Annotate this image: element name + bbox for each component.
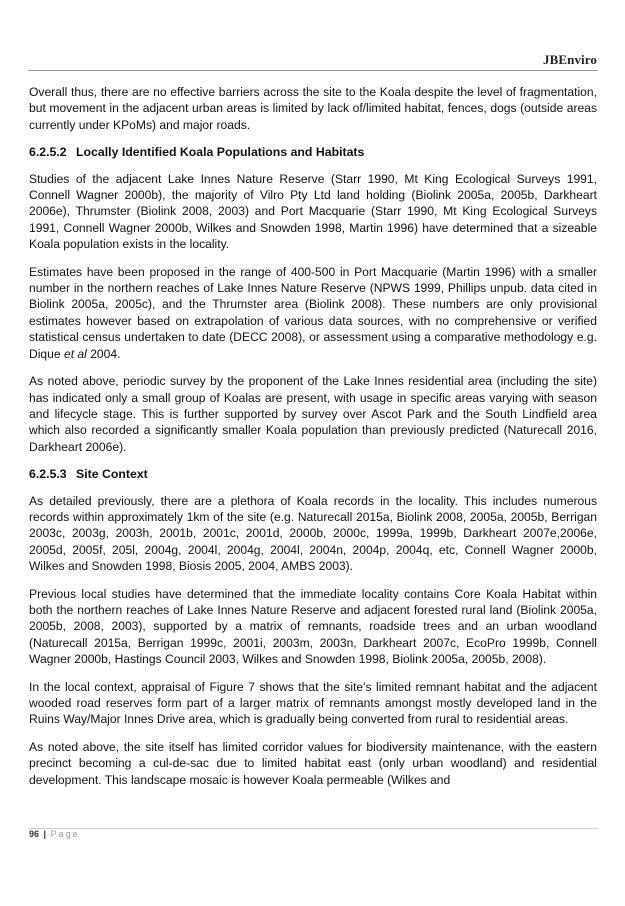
page-label: Page <box>50 829 80 839</box>
paragraph-records: As detailed previously, there are a plethora of Koala records in the locality. This includes numerous records within approximately 1km of the site (e.g. Naturecall 2015a, Biolink 2008, 2005a, 2005b, Berrigan 2003c, 2003g, 2003h, 2001b, 2001c, 2001d, 2000b, 2000c, 1999a, 1999b, Darkheart 2007e,2006e, 2005d, 2005f, 205l, 2004g, 2004l, 2004g, 2004l, 2004n, 2004p, 2004q, etc, Connell Wagner 2000b, Wilkes and Snowden 1998, Biosis 2005, 2004, AMBS 2003). <box>29 493 597 574</box>
section-title: Site Context <box>76 467 148 482</box>
paragraph-local-context: In the local context, appraisal of Figure 7 shows that the site's limited remnant habitat and the adjacent wooded road reserves form part of a larger matrix of remnants amongst mostly developed land in the Ruins Way/Major Innes Drive area, which is gradually being converted from rural to residential areas. <box>29 679 597 727</box>
page-content <box>29 84 597 799</box>
footer-rule <box>28 828 598 829</box>
paragraph-previous-studies: Previous local studies have determined that the immediate locality contains Core Koala Habitat within both the northern reaches of Lake Innes Nature Reserve and adjacent forested rural land (Biolink 2005a, 2005b, 2008, 2003), supported by a matrix of remnants, roadside trees and an urban woodland (Naturecall 2015a, Berrigan 1999c, 2001i, 2003m, 2003n, Darkheart 2007c, EcoPro 1999b, Connell Wagner 2000b, Hastings Council 2003, Wilkes and Snowden 1998, Biolink 2005a, 2005b, 2008). <box>29 586 597 667</box>
paragraph-barriers: Overall thus, there are no effective barriers across the site to the Koala despite the level of fragmentation, but movement in the adjacent urban areas is limited by lack of/limited habitat, fences, dogs (outside areas currently under KPoMs) and major roads. <box>29 85 597 132</box>
header-rule <box>28 70 598 71</box>
italic-text: et al <box>63 346 87 361</box>
paragraph-corridor-values: As noted above, the site itself has limited corridor values for biodiversity maintenance, with the eastern precinct becoming a cul-de-sac due to limited habitat east (only urban woodland) and residential development. This landscape mosaic is however Koala permeable (Wilkes and <box>29 739 597 787</box>
section-number: 6.2.5.2 <box>29 145 67 160</box>
section-number: 6.2.5.3 <box>29 467 67 482</box>
section-title: Locally Identified Koala Populations and Habitats <box>76 145 365 160</box>
paragraph-text: Estimates have been proposed in the range of 400-500 in Port Macquarie (Martin 1996) with a smaller number in the northern reaches of Lake Innes Nature Reserve (NPWS 1999, Phillips unpub. data cited in Biolink 2005a, 2005c), and the Thrumster area (Biolink 2008). These numbers are only provisional estimates however based on extrapolation of various data sources, with no comprehensive or verified statistical census undertaken to date (DECC 2008), or assessment using a comparative methodology e.g. Dique <box>29 264 597 361</box>
section-heading-site-context <box>29 466 597 482</box>
paragraph-text: 2004. <box>86 346 121 361</box>
paragraph-estimates <box>29 264 597 362</box>
page-number: 96 <box>29 829 40 839</box>
section-heading-local-populations <box>29 144 597 160</box>
paragraph-studies: Studies of the adjacent Lake Innes Nature Reserve (Starr 1990, Mt King Ecological Surveys 1991, Connell Wagner 2000b), the majority of Vilro Pty Ltd land holding (Biolink 2005a, 2005b, Darkheart 2006e), Thrumster (Biolink 2008, 2003) and Port Macquarie (Starr 1990, Mt King Ecological Surveys 1991, Connell Wagner 2000b, Wilkes and Snowden 1998, Martin 1996) have determined that a sizeable Koala population exists in the locality. <box>29 171 597 252</box>
paragraph-periodic-survey: As noted above, periodic survey by the proponent of the Lake Innes residential area (including the site) has indicated only a small group of Koalas are present, with usage in specific areas varying with season and lifecycle stage. This is further supported by survey over Ascot Park and the South Lindfield area which also recorded a significantly smaller Koala population than previously predicted (Naturecall 2016, Darkheart 2006e). <box>29 374 597 454</box>
footer-separator: | <box>43 829 47 839</box>
header-brand: JBEnviro <box>542 52 597 67</box>
page-footer <box>29 829 80 839</box>
